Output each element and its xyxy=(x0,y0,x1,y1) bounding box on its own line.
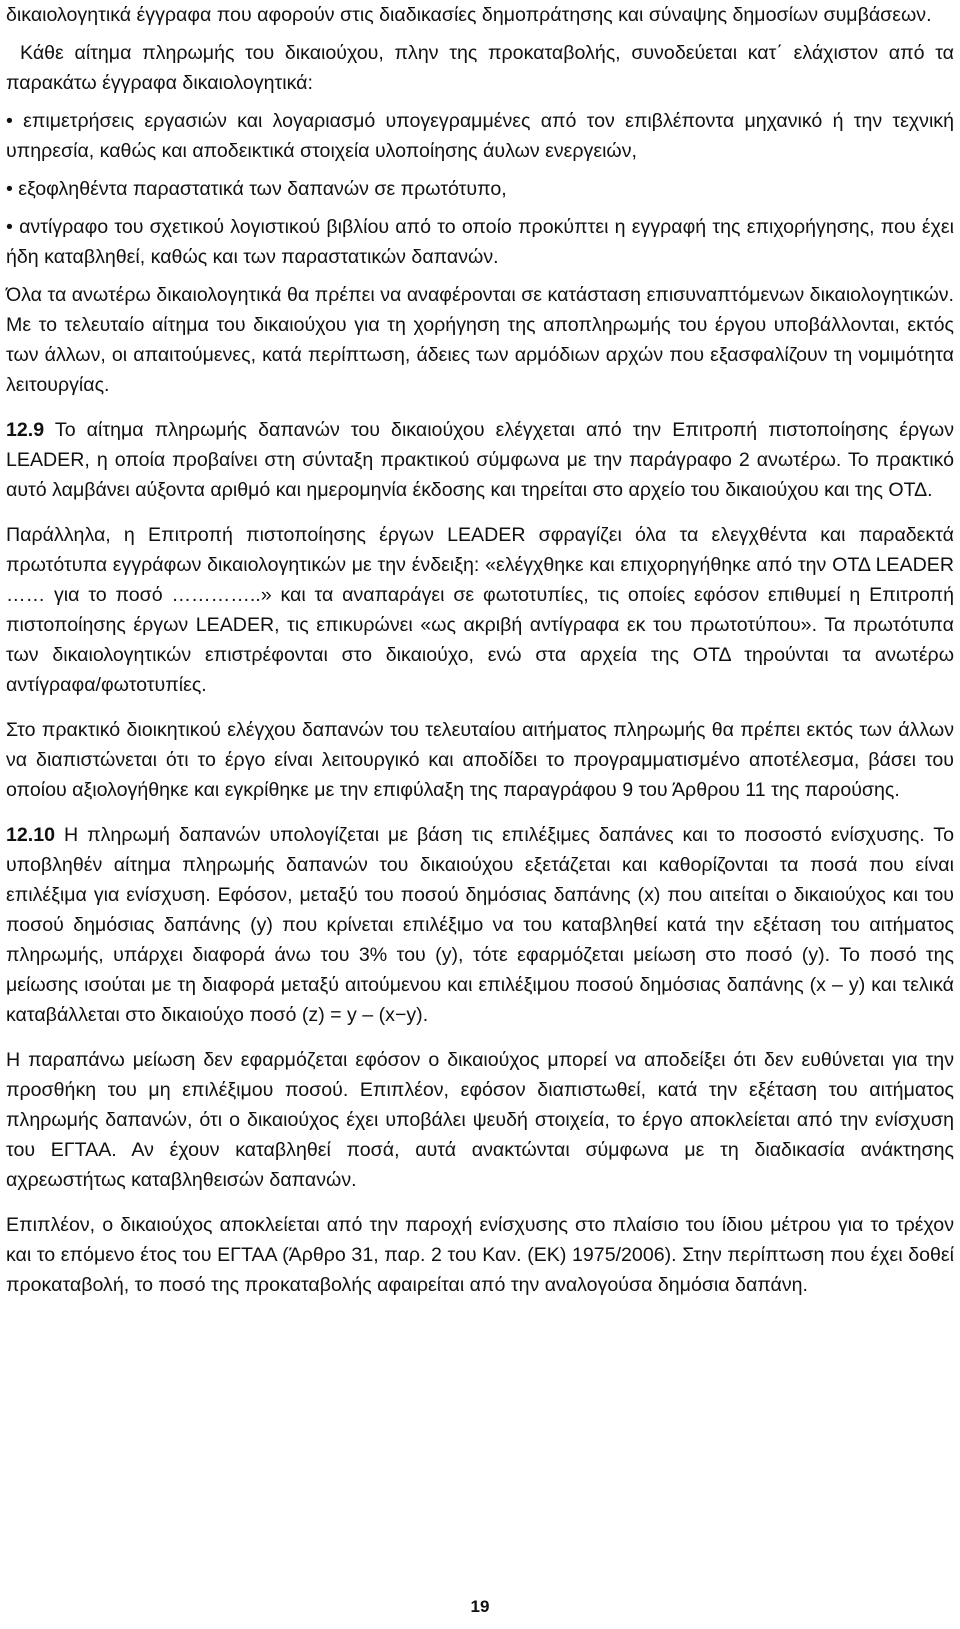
section-12-10-paragraph xyxy=(6,820,954,1030)
section-number: 12.9 xyxy=(6,419,45,441)
intro-paragraph-tail: δικαιολογητικά έγγραφα που αφορούν στις διαδικασίες δημοπράτησης και σύναψης δημοσίων συμβάσεων. xyxy=(6,4,932,26)
supporting-docs-paragraph: Όλα τα ανωτέρω δικαιολογητικά θα πρέπει να αναφέρονται σε κατάσταση επισυναπτόμενων δικαιολογητικών. Με το τελευταίο αίτημα του δικαιούχου για τη χορήγηση της αποπληρωμής του έργου υποβάλλονται, εκτός των άλλων, οι απαιτούμενες, κατά περίπτωση, άδειες των αρμόδιων αρχών που εξασφαλίζουν τη νομιμότητα λειτουργίας. xyxy=(6,284,954,396)
bullet-item-accounting-book: • αντίγραφο του σχετικού λογιστικού βιβλίου από το οποίο προκύπτει η εγγραφή της επιχορήγησης, που έχει ήδη καταβληθεί, καθώς και των παραστατικών δαπανών. xyxy=(6,216,954,268)
admin-check-paragraph: Στο πρακτικό διοικητικού ελέγχου δαπανών του τελευταίου αιτήματος πληρωμής θα πρέπει εκτός των άλλων να διαπιστώνεται ότι το έργο είναι λειτουργικό και αποδίδει το προγραμματισμένο αποτέλεσμα, βάσει του οποίου αξιολογήθηκε και εγκρίθηκε με την επιφύλαξη της παραγράφου 9 του Άρθρου 11 της παρούσης. xyxy=(6,719,954,801)
section-number: 12.10 xyxy=(6,824,56,846)
parallel-stamping-paragraph: Παράλληλα, η Επιτροπή πιστοποίησης έργων LEADER σφραγίζει όλα τα ελεγχθέντα και παραδεκτά πρωτότυπα εγγράφων δικαιολογητικών με την ένδειξη: «ελέγχθηκε και επιχορηγήθηκε από την ΟΤΔ LEADER …… για το ποσό …………..» και τα αναπαράγει σε φωτοτυπίες, τις οποίες εφόσον επιθυμεί η Επιτροπή πιστοποίησης έργων LEADER, τις επικυρώνει «ως ακριβή αντίγραφα εκ του πρωτοτύπου». Τα πρωτότυπα των δικαιολογητικών επιστρέφονται στο δικαιούχο, ενώ στα αρχεία της ΟΤΔ τηρούνται τα ανωτέρω αντίγραφα/φωτοτυπίες. xyxy=(6,524,954,696)
section-text: Η πληρωμή δαπανών υπολογίζεται με βάση τις επιλέξιμες δαπάνες και το ποσοστό ενίσχυσης. Το υποβληθέν αίτημα πληρωμής δαπανών του δικαιούχου εξετάζεται και καθορίζονται τα ποσά που είναι επιλέξιμα για ενίσχυση. Εφόσον, μεταξύ του ποσού δημόσιας δαπάνης (x) που αιτείται ο δικαιούχος και του ποσού δημόσιας δαπάνης (y) που κρίνεται επιλέξιμο να του καταβληθεί κατά την εξέταση του αιτήματος πληρωμής, υπάρχει διαφορά άνω του 3% του (y), τότε εφαρμόζεται μείωση στο ποσό (y). Το ποσό της μείωσης ισούται με τη διαφορά μεταξύ αιτούμενου και επιλέξιμου ποσού δημόσιας δαπάνης (x – y) και τελικά καταβάλλεται στο δικαιούχο ποσό (z) = y – (x−y). xyxy=(6,824,954,1026)
page-number: 19 xyxy=(470,1597,490,1616)
document-page xyxy=(6,0,954,1629)
bullet-item-measurements: • επιμετρήσεις εργασιών και λογαριασμό υπογεγραμμένες από τον επιβλέποντα μηχανικό ή την τεχνική υπηρεσία, καθώς και αποδεικτικά στοιχεία υλοποίησης άυλων ενεργειών, xyxy=(6,110,954,162)
exclusion-paragraph: Επιπλέον, ο δικαιούχος αποκλείεται από την παροχή ενίσχυσης στο πλαίσιο του ίδιου μέτρου για το τρέχον και το επόμενο έτος του ΕΓΤΑΑ (Άρθρο 31, παρ. 2 του Καν. (ΕΚ) 1975/2006). Στην περίπτωση που έχει δοθεί προκαταβολή, το ποσό της προκαταβολής αφαιρείται από την αναλογούσα δημόσια δαπάνη. xyxy=(6,1214,954,1296)
section-text: Το αίτημα πληρωμής δαπανών του δικαιούχου ελέγχεται από την Επιτροπή πιστοποίησης έργων LEADER, η οποία προβαίνει στη σύνταξη πρακτικού σύμφωνα με την παράγραφο 2 ανωτέρω. Το πρακτικό αυτό λαμβάνει αύξοντα αριθμό και ημερομηνία έκδοσης και τηρείται στο αρχείο του δικαιούχου και της ΟΤΔ. xyxy=(6,419,954,501)
reduction-exception-paragraph: Η παραπάνω μείωση δεν εφαρμόζεται εφόσον ο δικαιούχος μπορεί να αποδείξει ότι δεν ευθύνεται για την προσθήκη του μη επιλέξιμου ποσού. Επιπλέον, εφόσον διαπιστωθεί, κατά την εξέταση του αιτήματος πληρωμής δαπανών, ότι ο δικαιούχος έχει υποβάλει ψευδή στοιχεία, το έργο αποκλείεται από την ενίσχυση του ΕΓΤΑΑ. Αν έχουν καταβληθεί ποσά, αυτά ανακτώνται σύμφωνα με τη διαδικασία ανάκτησης αχρεωστήτως καταβληθεισών δαπανών. xyxy=(6,1049,954,1191)
bullet-item-paid-invoices: • εξοφληθέντα παραστατικά των δαπανών σε πρωτότυπο, xyxy=(6,178,507,200)
payment-claim-paragraph: Κάθε αίτημα πληρωμής του δικαιούχου, πλην της προκαταβολής, συνοδεύεται κατ΄ ελάχιστον από τα παρακάτω έγγραφα δικαιολογητικά: xyxy=(6,42,954,94)
section-12-9-paragraph xyxy=(6,415,954,505)
